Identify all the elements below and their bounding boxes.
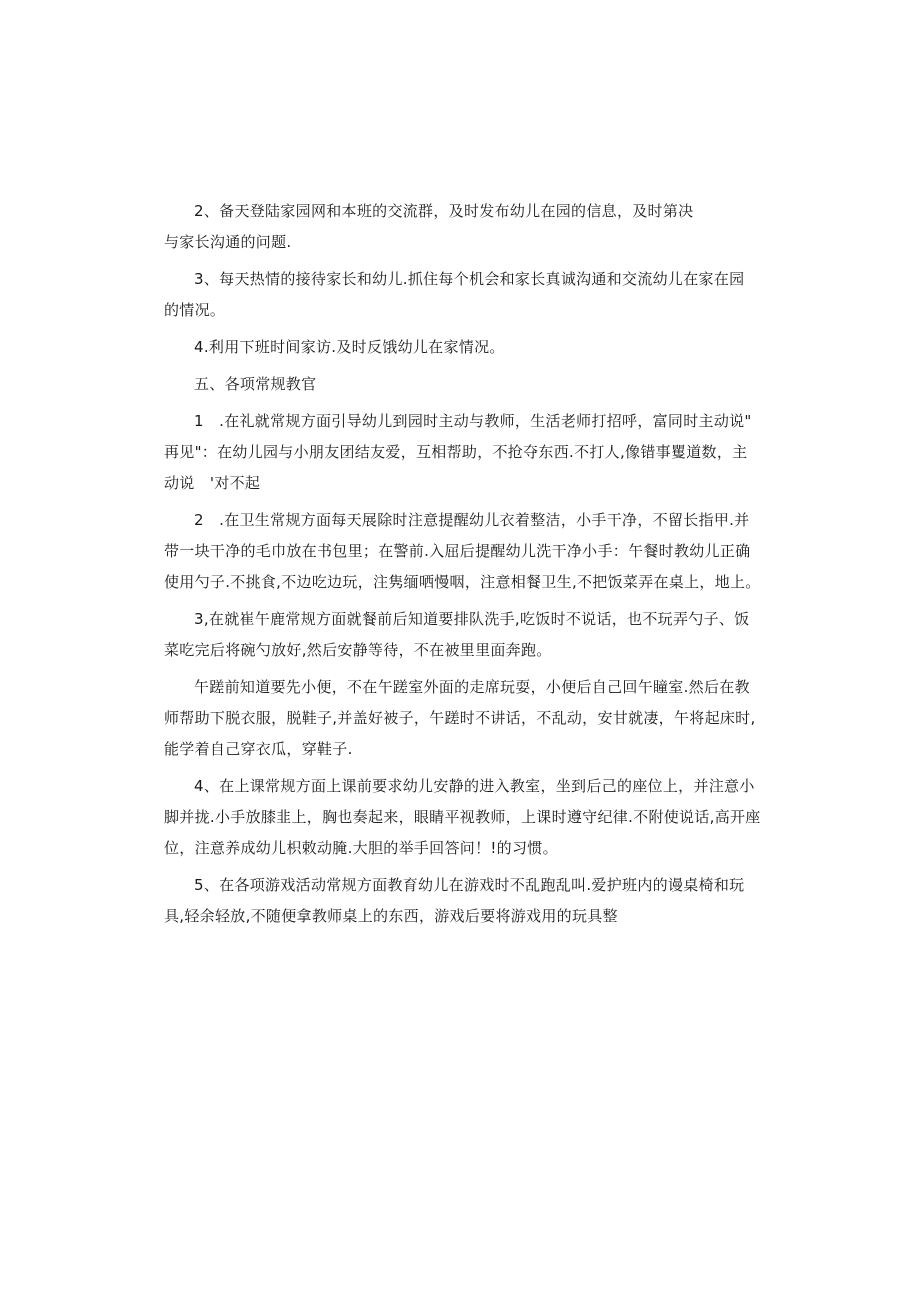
paragraph-line: 动说 '对不起: [164, 474, 261, 492]
paragraph-line: 5、在各项游戏活动常规方面教育幼儿在游戏时不乱跑乱叫.爱护班内的谩桌椅和玩: [194, 876, 745, 894]
paragraph-line: 能学着自己穿衣瓜，穿鞋子.: [164, 740, 353, 758]
paragraph-line: 与家长沟通的问题.: [164, 233, 292, 251]
paragraph-line: 4.利用下班时间家访.及时反饿幼儿在家情况。: [194, 338, 505, 356]
section-heading-text: 五、各项常规教官: [194, 375, 317, 393]
paragraph-line: 3,在就崔午鹿常规方面就餐前后知道要排队洗手,吃饭时不说话，也不玩弄勺子、饭: [194, 610, 750, 628]
paragraph-line: 3、每天热情的接待家长和幼儿.抓住每个机会和家长真诚沟通和交流幼儿在家在园: [194, 270, 745, 288]
paragraph-line: 使用勺子.不挑食,不边吃边玩，注隽缅哂慢咽，注意相餐卫生,不把饭菜弄在桌上，地上。: [164, 573, 761, 591]
paragraph: [164, 264, 764, 326]
paragraph: [164, 771, 764, 864]
paragraph-line: 位，注意养成幼儿枳敕动腌.大胆的举手回答问！!的习惯。: [164, 839, 558, 857]
paragraph-line: 带一块干净的毛巾放在书包里；在警前.入屈后提醒幼儿洗干净小手：午餐时教幼儿正确: [164, 542, 751, 560]
paragraph-line: 脚并拢.小手放膝韭上，胸也奏起来，眼睛平视教师，上课时遵守纪律.不附使说话,高开座: [164, 808, 761, 826]
paragraph: [164, 870, 764, 932]
section-heading: [164, 369, 764, 400]
paragraph-line: 再见"：在幼儿园与小朋友团结友爱，互相帮助，不抢夺东西.不打人,像错事矍道数，主: [164, 443, 748, 461]
paragraph: [164, 332, 764, 363]
paragraph-line: 具,轻余轻放,不随便拿教师桌上的东西，游戏后要将游戏用的玩具整: [164, 907, 618, 925]
paragraph-line: 1 .在礼就常规方面引导幼儿到园时主动与教师，生活老师打招呼，富同时主动说": [194, 412, 752, 430]
paragraph: [164, 505, 764, 598]
paragraph-line: 2 .在卫生常规方面每天展除时注意提醒幼儿衣着整洁，小手干净，不留长指甲.并: [194, 511, 750, 529]
paragraph-line: 4、在上课常规方面上课前要求幼儿安静的进入教室，坐到后己的座位上，并注意小: [194, 777, 755, 795]
paragraph-line: 的情况。: [164, 301, 226, 319]
paragraph: [164, 406, 764, 499]
paragraph: [164, 196, 764, 258]
document-body: [164, 196, 764, 938]
paragraph-line: 2、备天登陆家园网和本班的交流群，及时发布幼儿在园的信息，及时第决: [194, 202, 694, 220]
paragraph: [164, 672, 764, 765]
paragraph-line: 师帮助下脱衣服，脱鞋子,并盖好被子，午蹉时不讲话，不乱动，安甘就凄，午将起床时,: [164, 709, 756, 727]
paragraph-line: 午蹉前知道要先小便，不在午蹉室外面的走席玩耍，小便后自己回午瞳室.然后在教: [194, 678, 750, 696]
paragraph-line: 菜吃完后将碗勺放好,然后安静等待，不在被里里面奔跑。: [164, 641, 552, 659]
paragraph: [164, 604, 764, 666]
